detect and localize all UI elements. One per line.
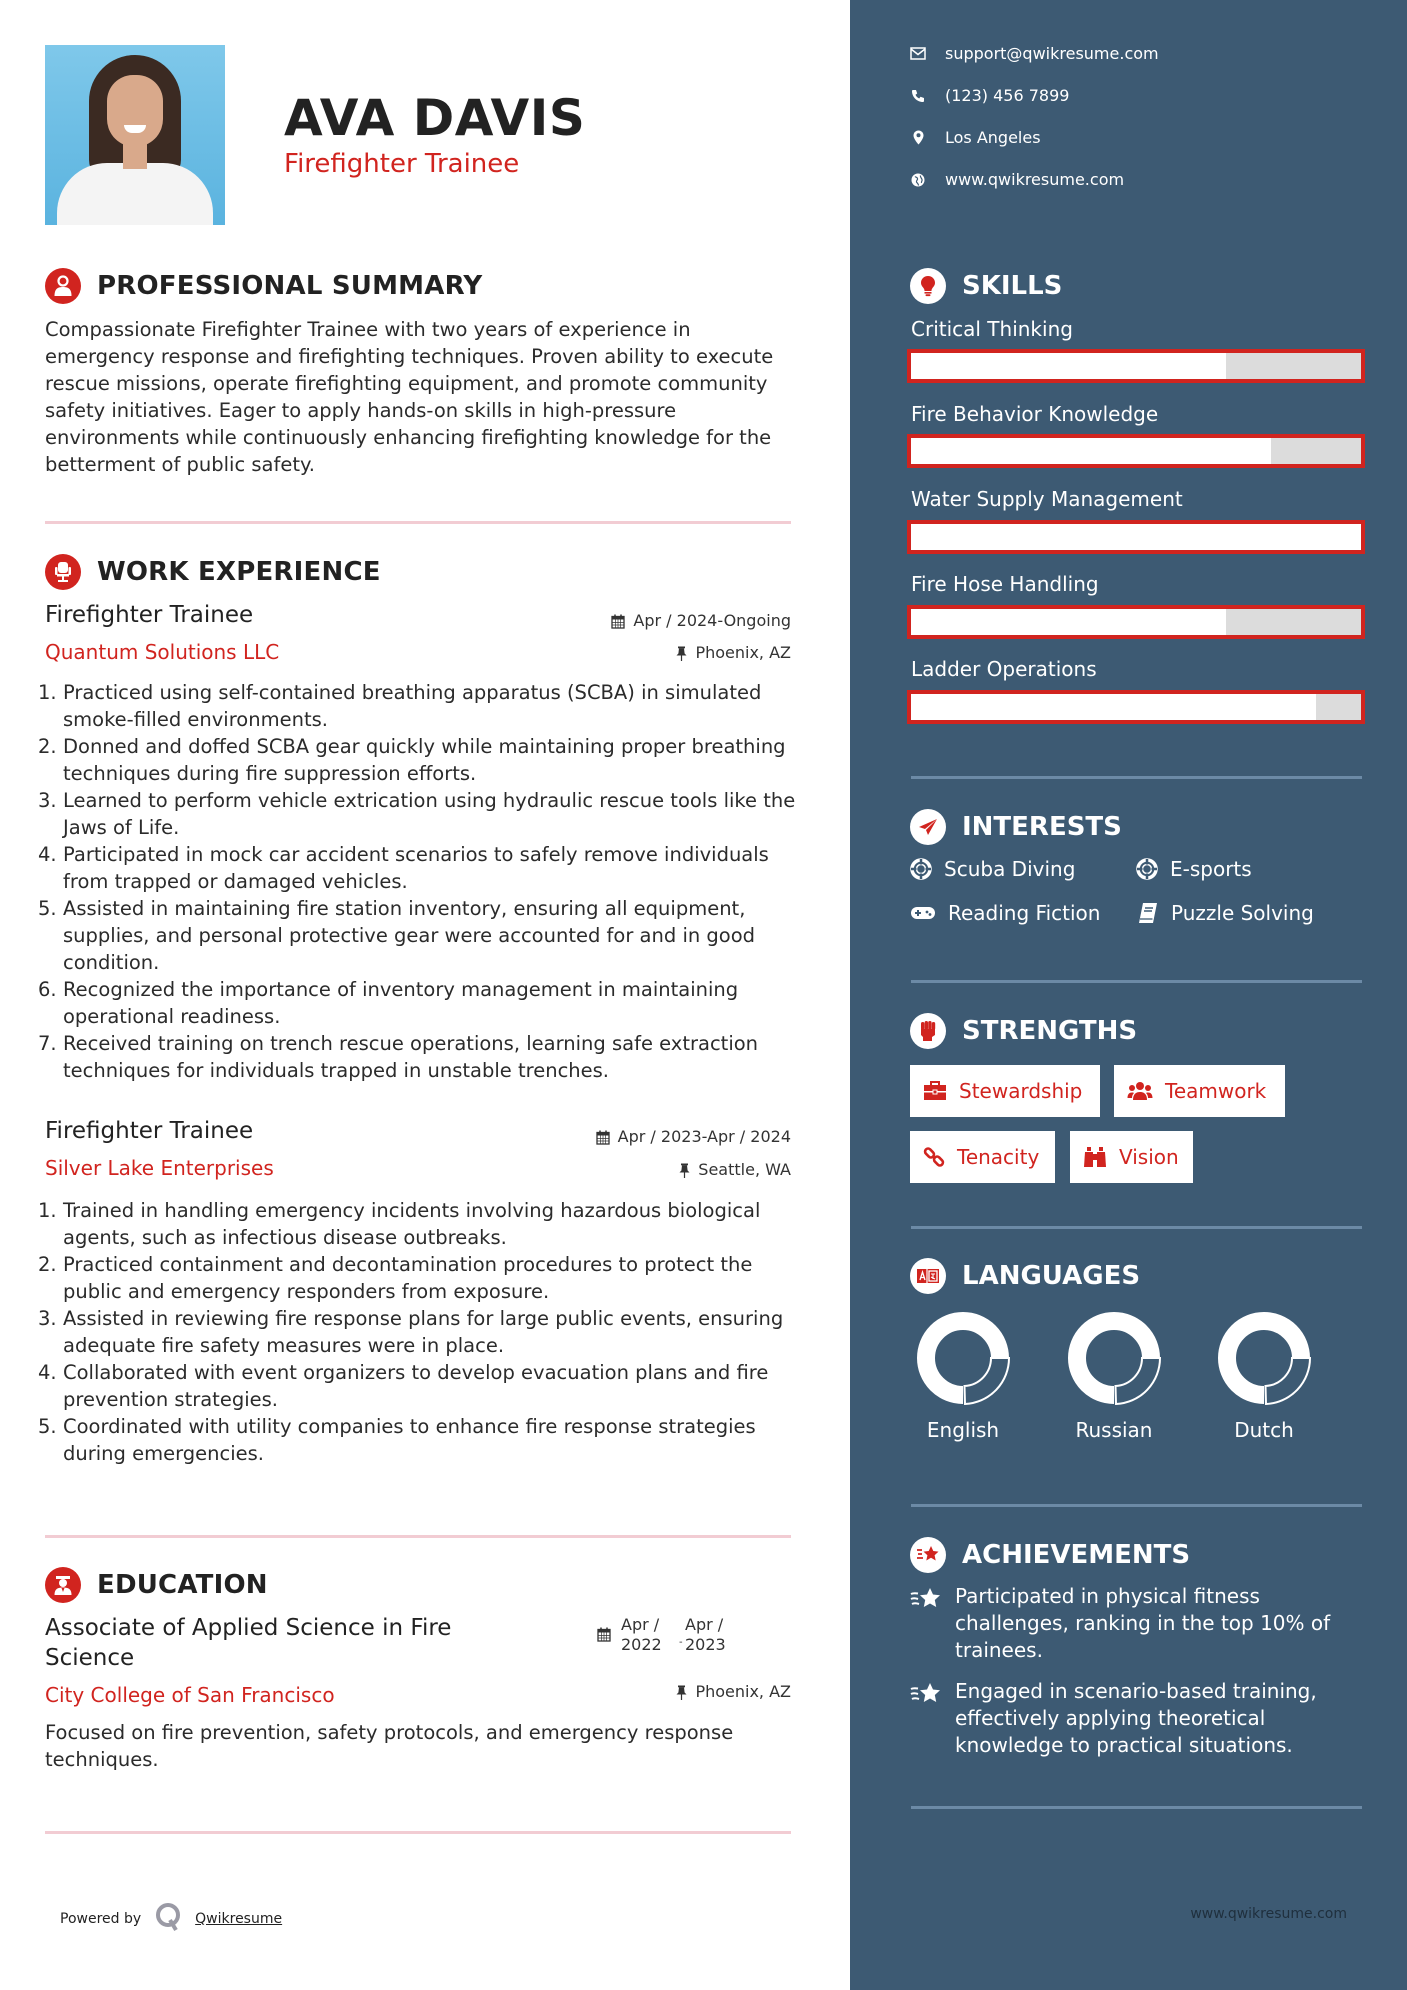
section-divider	[45, 521, 791, 524]
interest-item: E-sports	[1136, 857, 1252, 881]
language-donut-chart	[1066, 1310, 1162, 1406]
user-icon	[45, 268, 81, 304]
phone-icon	[910, 89, 926, 103]
skill-bar-fill	[911, 609, 1226, 635]
school-name: City College of San Francisco	[45, 1683, 335, 1707]
list-item: 5. Assisted in maintaining fire station inventory, ensuring all equipment, supplies, and personal protective gear were accounted for and in good condition.	[38, 897, 756, 974]
paper-plane-icon	[910, 809, 946, 845]
job-responsibilities	[38, 679, 798, 1084]
list-item: 7. Received training on trench rescue operations, learning safe extraction techniques for individuals trapped in unstable trenches.	[38, 1032, 759, 1082]
section-divider	[911, 776, 1362, 779]
list-item: 5. Coordinated with utility companies to enhance fire response strategies during emergencies.	[38, 1415, 756, 1465]
language-item	[1059, 1310, 1169, 1442]
qwikresume-link[interactable]: Qwikresume	[195, 1911, 283, 1927]
link-icon	[923, 1146, 945, 1168]
interests-title: INTERESTS	[962, 812, 1122, 842]
strengths-heading	[910, 1013, 1137, 1049]
achievement-item: Engaged in scenario-based training, effectively applying theoretical knowledge to practical situations.	[910, 1678, 1350, 1759]
skill-bar	[907, 520, 1365, 554]
candidate-title: Firefighter Trainee	[284, 149, 520, 179]
company-name: Quantum Solutions LLC	[45, 640, 280, 664]
summary-title: PROFESSIONAL SUMMARY	[97, 271, 483, 301]
education-dates: Apr / 2022 - Apr / 2023	[597, 1615, 735, 1655]
contact-email	[910, 44, 1159, 63]
graduate-icon	[45, 1567, 81, 1603]
skill-bar	[907, 434, 1365, 468]
pushpin-icon	[676, 1685, 687, 1700]
degree-title: Associate of Applied Science in Fire Science	[45, 1615, 452, 1671]
section-divider	[45, 1535, 791, 1538]
skills-title: SKILLS	[962, 271, 1063, 301]
sidebar	[850, 0, 1407, 1990]
interest-item: Puzzle Solving	[1137, 901, 1314, 925]
shooting-star-icon	[910, 1678, 944, 1759]
users-icon	[1127, 1081, 1153, 1101]
language-donut-chart	[1216, 1310, 1312, 1406]
section-divider	[911, 980, 1362, 983]
job-dates: Apr / 2023-Apr / 2024	[596, 1127, 791, 1147]
education-description: Focused on fire prevention, safety protocols, and emergency response techniques.	[45, 1721, 734, 1771]
calendar-icon	[597, 1627, 611, 1655]
summary-text: Compassionate Firefighter Trainee with two years of experience in emergency response and firefighting techniques. Proven ability to execute rescue missions, operate firefighting equipment, and promote community safety initiatives. Eager to apply hands-on skills in high-pressure environments while continuously enhancing firefighting knowledge for the betterment of public safety.	[45, 318, 774, 476]
profile-photo	[45, 45, 225, 225]
contact-website	[910, 170, 1124, 189]
skill-bar-fill	[911, 438, 1271, 464]
education-location: Phoenix, AZ	[676, 1682, 791, 1702]
languages-heading	[910, 1258, 1140, 1294]
section-divider	[911, 1226, 1362, 1229]
company-name: Silver Lake Enterprises	[45, 1156, 274, 1180]
education-heading	[45, 1567, 268, 1603]
lightbulb-icon	[910, 268, 946, 304]
book-icon	[1137, 902, 1159, 924]
job-title: Firefighter Trainee	[45, 602, 254, 628]
interests-heading	[910, 809, 1122, 845]
lifebuoy-icon	[910, 858, 932, 880]
briefcase-icon	[923, 1081, 947, 1101]
list-item: 6. Recognized the importance of inventory management in maintaining operational readiness.	[38, 978, 739, 1028]
email-link[interactable]: support@qwikresume.com	[945, 44, 1159, 63]
map-marker-icon	[910, 130, 926, 145]
achievements-title: ACHIEVEMENTS	[962, 1540, 1191, 1570]
list-item: 3. Learned to perform vehicle extrication using hydraulic rescue tools like the Jaws of Life.	[38, 789, 796, 839]
section-divider	[911, 1806, 1362, 1809]
skill-bar-fill	[911, 694, 1316, 720]
job-responsibilities	[38, 1197, 798, 1467]
language-label: English	[926, 1418, 1000, 1442]
list-item: 4. Collaborated with event organizers to develop evacuation plans and fire prevention strategies.	[38, 1361, 769, 1411]
achievements-heading	[910, 1537, 1190, 1573]
section-divider	[45, 1831, 791, 1834]
pushpin-icon	[676, 646, 687, 661]
job-title: Firefighter Trainee	[45, 1118, 254, 1144]
skill-label: Fire Behavior Knowledge	[911, 402, 1159, 426]
list-item: 3. Assisted in reviewing fire response plans for large public events, ensuring adequate fire safety measures were in place.	[38, 1307, 784, 1357]
skill-label: Critical Thinking	[911, 317, 1073, 341]
chair-icon	[45, 554, 81, 590]
pushpin-icon	[679, 1163, 690, 1178]
skill-label: Fire Hose Handling	[911, 572, 1099, 596]
list-item: 1. Trained in handling emergency incidents involving hazardous biological agents, such as infectious disease outbreaks.	[38, 1199, 761, 1249]
skill-label: Water Supply Management	[911, 487, 1183, 511]
skills-heading	[910, 268, 1062, 304]
footer-website[interactable]: www.qwikresume.com	[1190, 1906, 1347, 1922]
strength-chip: Teamwork	[1114, 1065, 1285, 1117]
achievement-item: Participated in physical fitness challenges, ranking in the top 10% of trainees.	[910, 1583, 1350, 1664]
interest-item: Reading Fiction	[910, 901, 1100, 925]
job-location: Phoenix, AZ	[676, 643, 791, 663]
job-location: Seattle, WA	[679, 1160, 791, 1180]
strength-chip: Vision	[1070, 1131, 1193, 1183]
lifebuoy-icon	[1136, 858, 1158, 880]
globe-icon	[910, 173, 926, 187]
language-item	[908, 1310, 1018, 1442]
interest-item: Scuba Diving	[910, 857, 1075, 881]
binoculars-icon	[1083, 1146, 1107, 1168]
skill-bar	[907, 690, 1365, 724]
list-item: 4. Participated in mock car accident scenarios to safely remove individuals from trapped or damaged vehicles.	[38, 843, 769, 893]
envelope-icon	[910, 47, 926, 60]
shooting-star-icon	[910, 1537, 946, 1573]
calendar-icon	[611, 614, 625, 629]
language-item	[1209, 1310, 1319, 1442]
fist-icon	[910, 1013, 946, 1049]
calendar-icon	[596, 1130, 610, 1145]
translate-icon	[910, 1258, 946, 1294]
skill-bar-fill	[911, 524, 1361, 550]
strength-chip: Stewardship	[910, 1065, 1100, 1117]
language-donut-chart	[915, 1310, 1011, 1406]
skill-bar-fill	[911, 353, 1226, 379]
strength-chip: Tenacity	[910, 1131, 1055, 1183]
shooting-star-icon	[910, 1583, 944, 1664]
languages-title: LANGUAGES	[962, 1261, 1141, 1291]
contact-phone: (123) 456 7899	[910, 86, 1069, 105]
job-dates: Apr / 2024-Ongoing	[611, 611, 791, 631]
candidate-name: AVA DAVIS	[284, 89, 586, 147]
language-label: Russian	[1075, 1418, 1153, 1442]
skill-bar	[907, 349, 1365, 383]
strengths-title: STRENGTHS	[962, 1016, 1138, 1046]
experience-title: WORK EXPERIENCE	[97, 557, 381, 587]
education-title: EDUCATION	[97, 1570, 268, 1600]
gamepad-icon	[910, 905, 936, 921]
skill-label: Ladder Operations	[911, 657, 1097, 681]
skill-bar	[907, 605, 1365, 639]
list-item: 2. Practiced containment and decontamination procedures to protect the public and emergency responders from exposure.	[38, 1253, 753, 1303]
list-item: 1. Practiced using self-contained breathing apparatus (SCBA) in simulated smoke-filled environments.	[38, 681, 762, 731]
qwikresume-logo-icon	[155, 1902, 183, 1936]
language-label: Dutch	[1234, 1418, 1294, 1442]
website-link[interactable]: www.qwikresume.com	[945, 170, 1125, 189]
experience-heading	[45, 554, 381, 590]
list-item: 2. Donned and doffed SCBA gear quickly while maintaining proper breathing techniques during fire suppression efforts.	[38, 735, 786, 785]
section-divider	[911, 1504, 1362, 1507]
powered-by: Powered by Qwikresume	[60, 1902, 282, 1936]
contact-location: Los Angeles	[910, 128, 1041, 147]
summary-heading	[45, 268, 482, 304]
